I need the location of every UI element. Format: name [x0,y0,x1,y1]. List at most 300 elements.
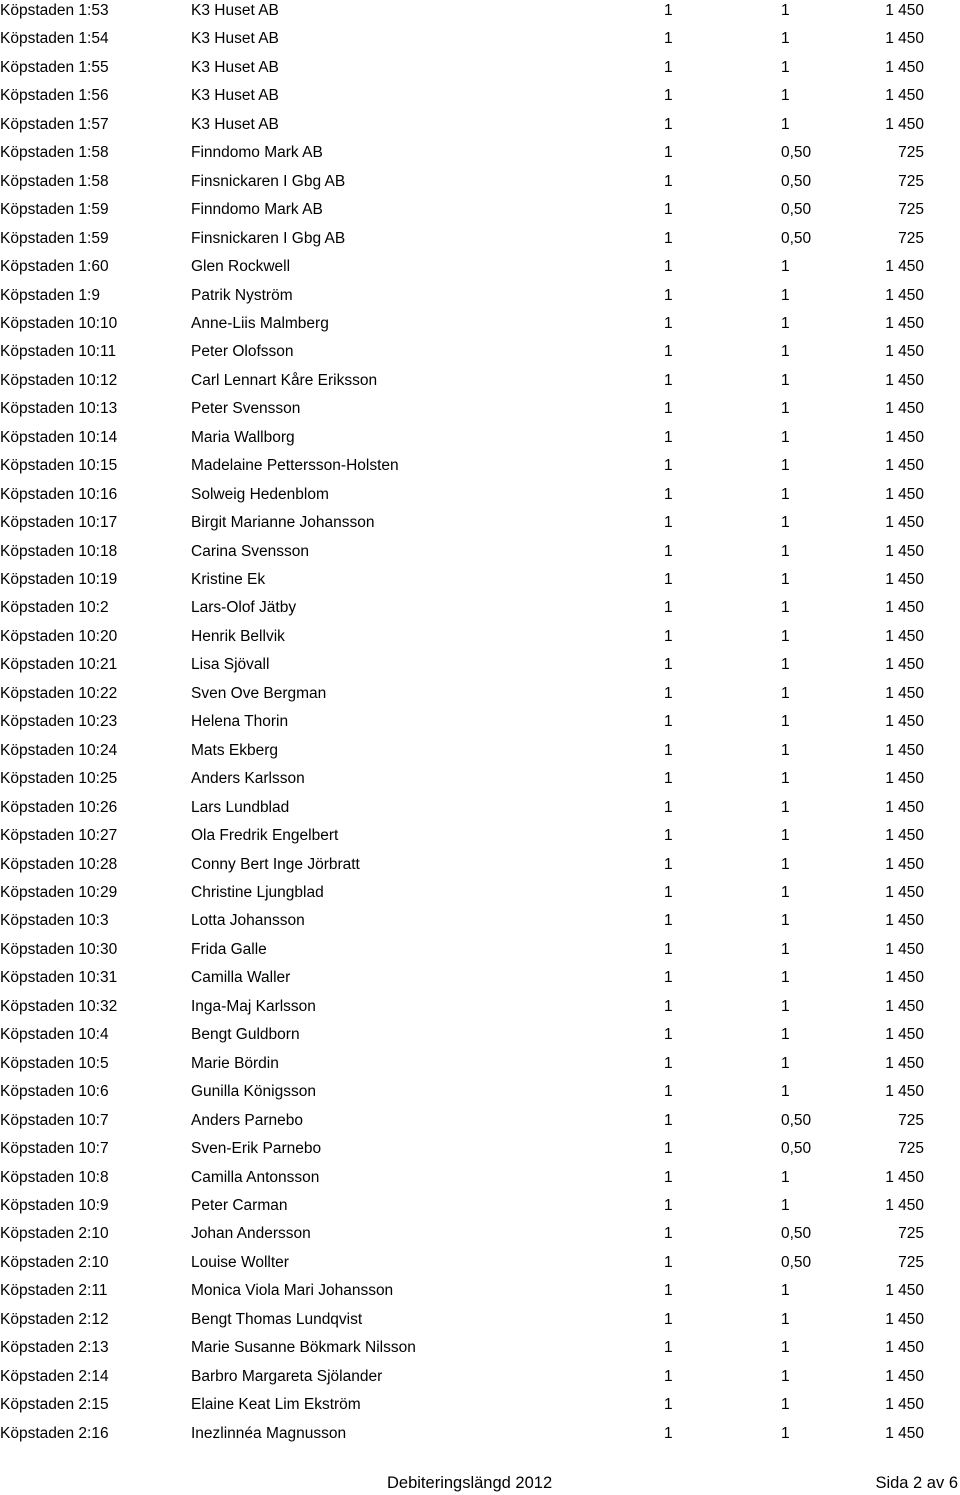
property-id: Köpstaden 10:29 [0,883,118,901]
share-count: 1 [664,713,673,731]
share-fraction: 1 [781,571,790,588]
property-id: Köpstaden 1:56 [0,87,109,105]
share-count: 1 [664,314,673,332]
share-count: 1 [664,343,673,361]
owner-name: Lisa Sjövall [191,656,270,674]
share-count: 1 [664,1396,673,1413]
amount: 1 450 [885,770,924,788]
owner-name: Elaine Keat Lim Ekström [191,1396,361,1413]
owner-name: Madelaine Pettersson-Holsten [191,457,399,475]
table-row [0,768,960,790]
property-id: Köpstaden 10:21 [0,656,118,674]
owner-name: Carl Lennart Kåre Eriksson [191,371,378,389]
table-row [0,28,960,50]
table-row [0,1024,960,1046]
owner-name: K3 Huset AB [191,87,279,105]
table-row [0,341,960,363]
property-id: Köpstaden 1:58 [0,172,109,190]
amount: 1 450 [885,343,924,361]
property-id: Köpstaden 2:10 [0,1253,109,1271]
share-fraction: 1 [781,87,790,105]
table-row [0,484,960,506]
share-count: 1 [664,684,673,702]
owner-name: Gunilla Königsson [191,1083,316,1101]
share-fraction: 1 [781,258,790,276]
share-count: 1 [664,1310,673,1328]
share-count: 1 [664,997,673,1015]
property-id: Köpstaden 10:27 [0,827,118,844]
share-fraction: 1 [781,2,790,19]
share-fraction: 1 [781,1424,790,1442]
owner-name: Carina Svensson [191,542,310,560]
share-count: 1 [664,144,673,162]
share-fraction: 1 [781,940,790,958]
amount: 725 [898,1111,924,1129]
property-id: Köpstaden 1:60 [0,258,109,276]
share-count: 1 [664,2,673,19]
amount: 1 450 [885,1282,924,1300]
share-fraction: 1 [781,969,790,987]
owner-name: Mats Ekberg [191,741,279,759]
amount: 1 450 [885,428,924,446]
table-row [0,142,960,164]
owner-name: K3 Huset AB [191,30,279,48]
share-count: 1 [664,1111,673,1129]
property-id: Köpstaden 10:6 [0,1083,109,1101]
table-row [0,1252,960,1274]
amount: 725 [898,229,924,247]
amount: 1 450 [885,457,924,475]
amount: 1 450 [885,1396,924,1413]
share-count: 1 [664,1339,673,1357]
amount: 1 450 [885,1168,924,1186]
table-row [0,256,960,278]
owner-name: Patrik Nyström [191,286,293,304]
table-row [0,1366,960,1388]
share-count: 1 [664,883,673,901]
amount: 1 450 [885,2,924,19]
owner-name: Conny Bert Inge Jörbratt [191,855,360,873]
table-row [0,711,960,733]
property-id: Köpstaden 10:31 [0,969,118,987]
owner-name: Camilla Antonsson [191,1168,320,1186]
share-count: 1 [664,1225,673,1243]
amount: 1 450 [885,1026,924,1044]
property-id: Köpstaden 10:8 [0,1168,109,1186]
property-id: Köpstaden 10:4 [0,1026,109,1044]
owner-name: Bengt Guldborn [191,1026,300,1044]
amount: 1 450 [885,627,924,645]
table-row [0,1223,960,1245]
amount: 1 450 [885,1083,924,1101]
share-fraction: 0,50 [781,229,812,247]
share-fraction: 0,50 [781,1225,812,1243]
table-row [0,1394,960,1416]
amount: 1 450 [885,741,924,759]
amount: 725 [898,144,924,162]
share-fraction: 0,50 [781,144,812,162]
property-id: Köpstaden 1:9 [0,286,100,304]
property-id: Köpstaden 10:13 [0,400,118,418]
share-count: 1 [664,485,673,503]
amount: 725 [898,201,924,219]
amount: 1 450 [885,599,924,617]
footer-page-number: Sida 2 av 6 [875,1474,958,1492]
share-fraction: 1 [781,1054,790,1072]
share-fraction: 1 [781,1367,790,1385]
share-count: 1 [664,258,673,276]
share-count: 1 [664,286,673,304]
share-fraction: 1 [781,115,790,133]
owner-name: Helena Thorin [191,713,289,731]
table-row [0,569,960,591]
share-count: 1 [664,542,673,560]
share-count: 1 [664,371,673,389]
owner-name: Lars-Olof Jätby [191,599,297,617]
amount: 1 450 [885,485,924,503]
share-count: 1 [664,599,673,617]
share-count: 1 [664,400,673,418]
share-count: 1 [664,1367,673,1385]
property-id: Köpstaden 1:59 [0,201,109,219]
table-row [0,1167,960,1189]
property-id: Köpstaden 10:24 [0,741,118,759]
amount: 1 450 [885,115,924,133]
property-id: Köpstaden 10:25 [0,770,118,788]
share-count: 1 [664,1282,673,1300]
share-fraction: 1 [781,286,790,304]
table-row [0,85,960,107]
amount: 1 450 [885,30,924,48]
owner-name: Sven Ove Bergman [191,684,327,702]
amount: 1 450 [885,1054,924,1072]
share-fraction: 1 [781,713,790,731]
property-id: Köpstaden 2:12 [0,1310,109,1328]
table-row [0,854,960,876]
owner-name: K3 Huset AB [191,2,279,19]
property-id: Köpstaden 10:30 [0,940,118,958]
table-row [0,1337,960,1359]
amount: 1 450 [885,87,924,105]
share-fraction: 1 [781,1196,790,1214]
table-row [0,1138,960,1160]
table-row [0,683,960,705]
share-count: 1 [664,627,673,645]
share-count: 1 [664,457,673,475]
owner-name: Peter Svensson [191,400,301,418]
owner-name: Birgit Marianne Johansson [191,514,375,532]
share-count: 1 [664,1253,673,1271]
share-count: 1 [664,1026,673,1044]
share-fraction: 1 [781,997,790,1015]
amount: 1 450 [885,883,924,901]
share-count: 1 [664,1140,673,1157]
table-row [0,910,960,932]
table-row [0,512,960,534]
owner-name: Anders Karlsson [191,770,305,788]
amount: 1 450 [885,371,924,389]
property-id: Köpstaden 1:54 [0,30,109,48]
share-count: 1 [664,1196,673,1214]
table-row [0,1195,960,1217]
share-fraction: 1 [781,400,790,418]
amount: 1 450 [885,940,924,958]
table-row [0,597,960,619]
share-count: 1 [664,798,673,816]
property-id: Köpstaden 2:15 [0,1396,109,1413]
share-fraction: 1 [781,1083,790,1101]
property-id: Köpstaden 10:11 [0,343,117,361]
property-id: Köpstaden 10:23 [0,713,118,731]
property-id: Köpstaden 10:10 [0,314,118,332]
share-count: 1 [664,1054,673,1072]
amount: 1 450 [885,656,924,674]
table-row [0,370,960,392]
owner-name: Peter Olofsson [191,343,294,361]
amount: 1 450 [885,912,924,930]
property-id: Köpstaden 10:32 [0,997,118,1015]
property-id: Köpstaden 10:22 [0,684,118,702]
footer-title: Debiteringslängd 2012 [387,1474,553,1492]
owner-name: Henrik Bellvik [191,627,285,645]
table-row [0,313,960,335]
table-row [0,996,960,1018]
table-row [0,654,960,676]
owner-name: Louise Wollter [191,1253,289,1271]
owner-name: Johan Andersson [191,1225,311,1243]
table-row [0,1081,960,1103]
share-count: 1 [664,940,673,958]
share-fraction: 1 [781,428,790,446]
table-row [0,740,960,762]
table-row [0,541,960,563]
property-id: Köpstaden 1:57 [0,115,109,133]
amount: 1 450 [885,1310,924,1328]
amount: 1 450 [885,58,924,76]
owner-name: Christine Ljungblad [191,883,324,901]
property-id: Köpstaden 10:7 [0,1140,109,1157]
table-row [0,1053,960,1075]
share-count: 1 [664,656,673,674]
share-count: 1 [664,201,673,219]
share-fraction: 1 [781,827,790,844]
table-row [0,1423,960,1445]
owner-name: Sven-Erik Parnebo [191,1140,322,1157]
table-row [0,0,960,22]
table-row [0,199,960,221]
owner-name: Lars Lundblad [191,798,290,816]
share-fraction: 1 [781,599,790,617]
property-id: Köpstaden 1:58 [0,144,109,162]
property-id: Köpstaden 2:14 [0,1367,109,1385]
amount: 1 450 [885,1339,924,1357]
property-id: Köpstaden 1:59 [0,229,109,247]
table-row [0,882,960,904]
share-count: 1 [664,229,673,247]
property-id: Köpstaden 10:15 [0,457,118,475]
owner-name: Anders Parnebo [191,1111,304,1129]
owner-name: Inezlinnéa Magnusson [191,1424,347,1442]
share-fraction: 1 [781,855,790,873]
property-id: Köpstaden 2:13 [0,1339,109,1357]
share-count: 1 [664,428,673,446]
table-row [0,825,960,847]
property-id: Köpstaden 2:10 [0,1225,109,1243]
table-row [0,626,960,648]
owner-name: Finndomo Mark AB [191,144,323,162]
property-id: Köpstaden 10:9 [0,1196,109,1214]
table-row [0,1280,960,1302]
share-count: 1 [664,571,673,588]
table-row [0,967,960,989]
property-id: Köpstaden 10:26 [0,798,118,816]
owner-name: Finsnickaren I Gbg AB [191,229,346,247]
share-count: 1 [664,87,673,105]
amount: 1 450 [885,997,924,1015]
table-row [0,1309,960,1331]
share-fraction: 1 [781,1026,790,1044]
amount: 1 450 [885,713,924,731]
property-id: Köpstaden 10:12 [0,371,118,389]
share-count: 1 [664,770,673,788]
share-fraction: 1 [781,485,790,503]
property-id: Köpstaden 10:7 [0,1111,109,1129]
table-row [0,398,960,420]
share-fraction: 0,50 [781,1140,812,1157]
share-fraction: 1 [781,371,790,389]
share-fraction: 1 [781,457,790,475]
share-fraction: 1 [781,58,790,76]
amount: 1 450 [885,514,924,532]
share-count: 1 [664,1424,673,1442]
share-count: 1 [664,1168,673,1186]
amount: 1 450 [885,1367,924,1385]
property-id: Köpstaden 2:16 [0,1424,109,1442]
property-id: Köpstaden 1:55 [0,58,109,76]
amount: 1 450 [885,571,924,588]
share-count: 1 [664,172,673,190]
share-fraction: 0,50 [781,1253,812,1271]
share-fraction: 1 [781,656,790,674]
owner-name: Kristine Ek [191,571,266,588]
owner-name: Finsnickaren I Gbg AB [191,172,346,190]
amount: 725 [898,1140,924,1157]
share-fraction: 1 [781,1396,790,1413]
table-row [0,1110,960,1132]
amount: 1 450 [885,827,924,844]
table-row [0,939,960,961]
share-fraction: 1 [781,798,790,816]
share-fraction: 1 [781,314,790,332]
property-id: Köpstaden 2:11 [0,1282,108,1300]
share-count: 1 [664,855,673,873]
amount: 1 450 [885,258,924,276]
share-count: 1 [664,912,673,930]
share-fraction: 1 [781,30,790,48]
owner-name: Marie Bördin [191,1054,279,1072]
amount: 1 450 [885,286,924,304]
share-count: 1 [664,827,673,844]
property-id: Köpstaden 10:19 [0,571,118,588]
share-count: 1 [664,969,673,987]
owner-name: K3 Huset AB [191,115,279,133]
amount: 725 [898,172,924,190]
share-fraction: 1 [781,912,790,930]
owner-name: Glen Rockwell [191,258,291,276]
table-row [0,57,960,79]
share-fraction: 0,50 [781,172,812,190]
owner-name: Anne-Liis Malmberg [191,314,329,332]
share-count: 1 [664,30,673,48]
property-id: Köpstaden 1:53 [0,2,109,19]
table-row [0,455,960,477]
share-fraction: 1 [781,684,790,702]
owner-name: Inga-Maj Karlsson [191,997,316,1015]
owner-name: Barbro Margareta Sjölander [191,1367,383,1385]
owner-name: Bengt Thomas Lundqvist [191,1310,363,1328]
share-fraction: 1 [781,343,790,361]
property-id: Köpstaden 10:20 [0,627,118,645]
property-id: Köpstaden 10:5 [0,1054,109,1072]
owner-name: K3 Huset AB [191,58,279,76]
amount: 1 450 [885,855,924,873]
amount: 1 450 [885,798,924,816]
share-fraction: 1 [781,627,790,645]
owner-name: Lotta Johansson [191,912,305,930]
share-fraction: 1 [781,1168,790,1186]
table-row [0,427,960,449]
share-count: 1 [664,1083,673,1101]
amount: 1 450 [885,969,924,987]
table-row [0,797,960,819]
owner-name: Maria Wallborg [191,428,295,446]
table-row [0,114,960,136]
property-id: Köpstaden 10:18 [0,542,118,560]
share-count: 1 [664,115,673,133]
owner-name: Peter Carman [191,1196,288,1214]
owner-name: Solweig Hedenblom [191,485,329,503]
property-id: Köpstaden 10:28 [0,855,118,873]
share-count: 1 [664,514,673,532]
share-fraction: 1 [781,542,790,560]
table-row [0,228,960,250]
property-id: Köpstaden 10:2 [0,599,109,617]
amount: 725 [898,1225,924,1243]
owner-name: Finndomo Mark AB [191,201,323,219]
share-fraction: 1 [781,883,790,901]
table-row [0,285,960,307]
property-id: Köpstaden 10:16 [0,485,118,503]
owner-name: Monica Viola Mari Johansson [191,1282,394,1300]
amount: 1 450 [885,400,924,418]
table-row [0,171,960,193]
property-id: Köpstaden 10:3 [0,912,109,930]
amount: 1 450 [885,684,924,702]
share-fraction: 1 [781,770,790,788]
share-fraction: 0,50 [781,201,812,219]
property-id: Köpstaden 10:14 [0,428,118,446]
owner-name: Camilla Waller [191,969,291,987]
owner-name: Frida Galle [191,940,267,958]
share-count: 1 [664,58,673,76]
share-fraction: 1 [781,741,790,759]
owner-name: Ola Fredrik Engelbert [191,827,339,844]
share-fraction: 1 [781,1310,790,1328]
amount: 1 450 [885,542,924,560]
owner-name: Marie Susanne Bökmark Nilsson [191,1339,416,1357]
amount: 1 450 [885,1196,924,1214]
share-count: 1 [664,741,673,759]
